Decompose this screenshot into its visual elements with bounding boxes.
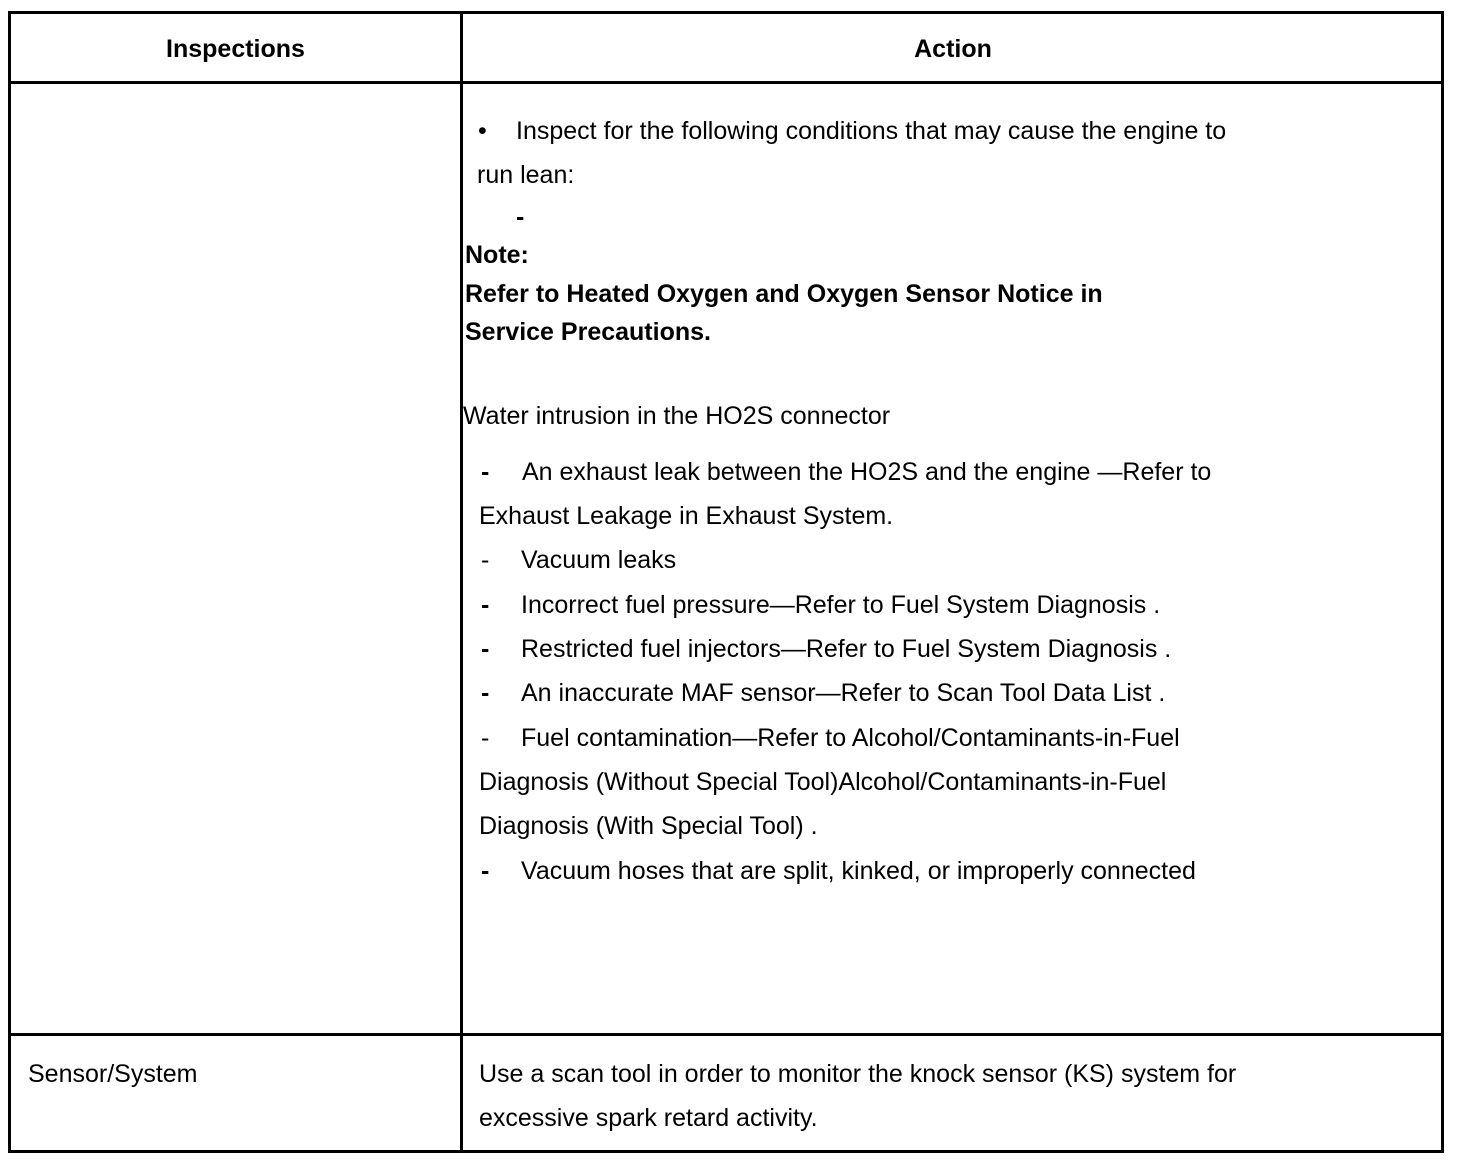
list-item-fuel-contamination-line3: Diagnosis (With Special Tool) .	[479, 812, 818, 840]
header-inspections: Inspections	[166, 35, 305, 63]
inspection-sensor-system: Sensor/System	[28, 1060, 198, 1088]
list-item-marker: -	[481, 724, 490, 752]
list-item-exhaust-leak-line1: An exhaust leak between the HO2S and the engine —Refer to	[522, 458, 1212, 486]
action-knock-sensor-line2: excessive spark retard activity.	[479, 1104, 818, 1132]
note-line2: Service Precautions.	[465, 318, 711, 346]
list-item-marker: -	[481, 591, 490, 619]
bullet-marker: •	[478, 117, 487, 145]
intro-text-line1: Inspect for the following conditions that may cause the engine to	[516, 117, 1227, 145]
intro-text-line2: run lean:	[477, 161, 575, 189]
note-line1: Refer to Heated Oxygen and Oxygen Sensor Notice in	[465, 280, 1103, 308]
action-knock-sensor-line1: Use a scan tool in order to monitor the knock sensor (KS) system for	[479, 1060, 1237, 1088]
row-divider	[11, 1033, 1441, 1036]
list-item-vacuum-leaks: Vacuum leaks	[521, 546, 677, 574]
list-item-marker: -	[481, 546, 490, 574]
list-item-fuel-injectors: Restricted fuel injectors—Refer to Fuel System Diagnosis .	[521, 635, 1172, 663]
inspection-table	[8, 11, 1444, 1153]
list-item-marker: -	[481, 857, 490, 885]
list-item-marker: -	[481, 458, 490, 486]
list-item-exhaust-leak-line2: Exhaust Leakage in Exhaust System.	[479, 502, 894, 530]
list-item-fuel-pressure: Incorrect fuel pressure—Refer to Fuel System Diagnosis .	[521, 591, 1161, 619]
list-item-fuel-contamination-line2: Diagnosis (Without Special Tool)Alcohol/Contaminants-in-Fuel	[479, 768, 1167, 796]
column-divider	[460, 14, 463, 1150]
list-item-maf-sensor: An inaccurate MAF sensor—Refer to Scan Tool Data List .	[521, 679, 1166, 707]
list-item-marker: -	[481, 679, 490, 707]
list-item-vacuum-hoses: Vacuum hoses that are split, kinked, or improperly connected	[521, 857, 1196, 885]
note-label: Note:	[465, 241, 529, 269]
water-intrusion-text: Water intrusion in the HO2S connector	[463, 402, 891, 430]
dash-marker: -	[516, 203, 525, 231]
header-action: Action	[914, 35, 992, 63]
header-divider	[11, 81, 1441, 84]
list-item-marker: -	[481, 635, 490, 663]
list-item-fuel-contamination-line1: Fuel contamination—Refer to Alcohol/Contaminants-in-Fuel	[521, 724, 1180, 752]
